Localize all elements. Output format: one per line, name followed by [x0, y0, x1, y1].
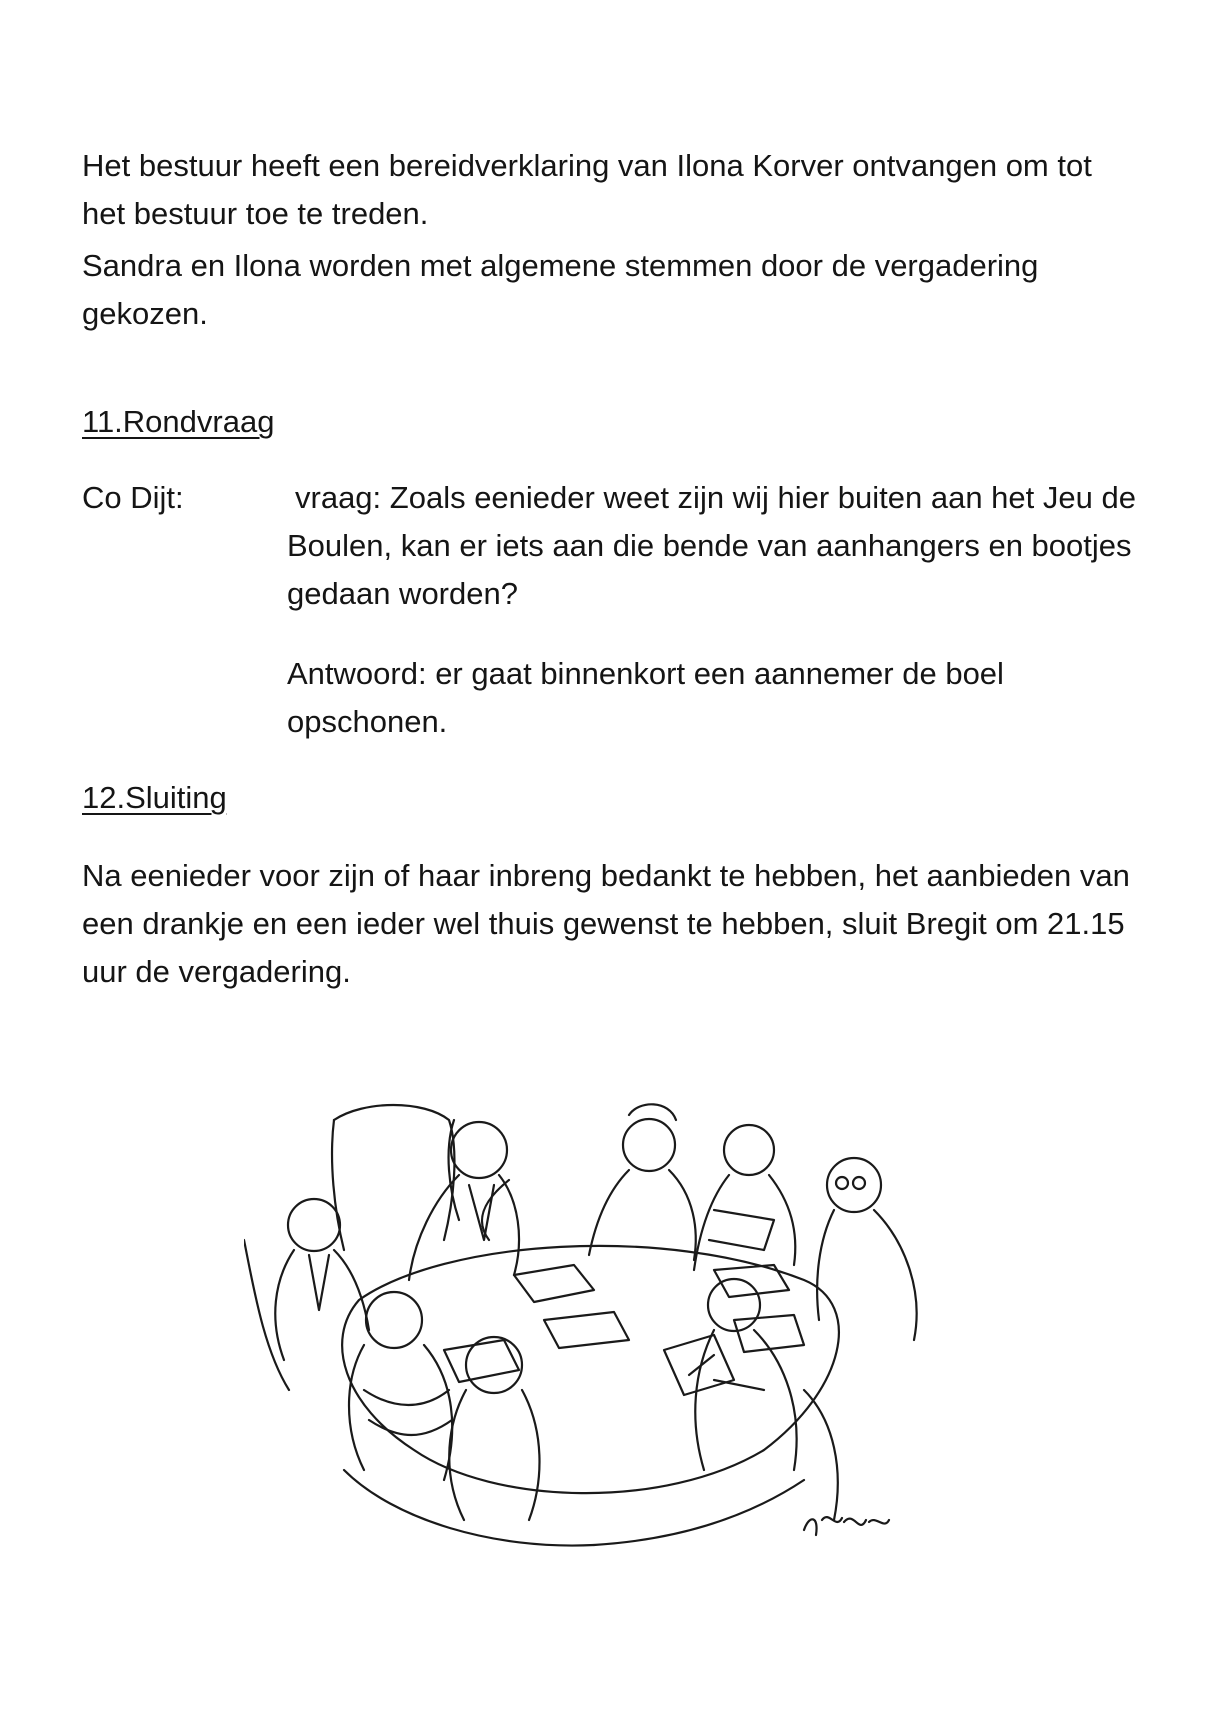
paragraph-board-candidate: Het bestuur heeft een bereidverklaring van Ilona Korver ontvangen om tot het bestuur toe te treden.	[82, 148, 1092, 231]
meeting-cartoon-drawing	[244, 1090, 944, 1590]
heading-rondvraag: 11.Rondvraag	[82, 404, 275, 439]
heading-sluiting: 12.Sluiting	[82, 780, 227, 815]
question-text: vraag: Zoals eenieder weet zijn wij hier buiten aan het Jeu de Boulen, kan er iets aan die bende van aanhangers en bootjes gedaan worden?	[287, 480, 1136, 611]
paragraph-election: Sandra en Ilona worden met algemene stemmen door de vergadering gekozen.	[82, 248, 1039, 331]
paragraph-closing: Na eenieder voor zijn of haar inbreng bedankt te hebben, het aanbieden van een drankje en een ieder wel thuis gewenst te hebben, sluit Bregit om 21.15 uur de vergadering.	[82, 858, 1130, 989]
speaker-label: Co Dijt:	[82, 480, 184, 515]
answer-text: Antwoord: er gaat binnenkort een aannemer de boel opschonen.	[287, 656, 1004, 739]
meeting-illustration	[244, 1090, 944, 1590]
